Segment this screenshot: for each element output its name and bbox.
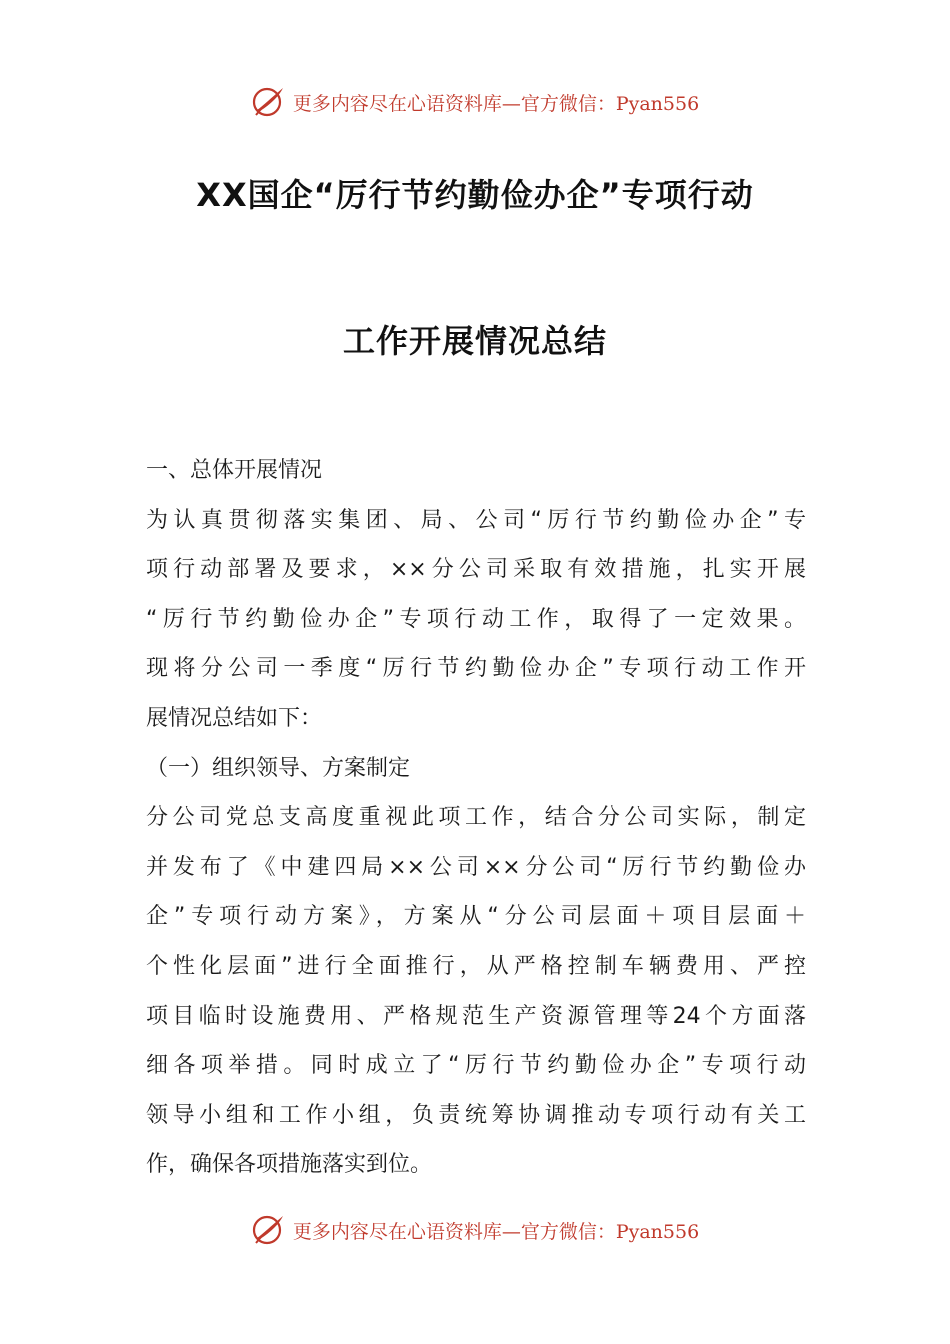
header-banner-separator: —: [501, 92, 521, 115]
body-line: 并发布了《中建四局××公司××分公司“厉行节约勤俭办: [146, 854, 806, 880]
body-line: 作，确保各项措施落实到位。: [146, 1152, 433, 1178]
body-line: 项目临时设施费用、严格规范生产资源管理等24个方面落: [146, 1003, 806, 1029]
body-line: 个性化层面”进行全面推行，从严格控制车辆费用、严控: [146, 953, 806, 979]
body-line: 分公司党总支高度重视此项工作，结合分公司实际，制定: [146, 805, 806, 831]
subsection-heading-organization: （一）组织领导、方案制定: [146, 755, 411, 781]
footer-banner-slogan: 更多内容尽在心语资料库: [292, 1220, 502, 1243]
quill-logo-icon: [251, 1212, 287, 1248]
document-title-line-1: XX国企“厉行节约勤俭办企”专项行动: [196, 176, 754, 214]
body-line: “厉行节约勤俭办企”专项行动工作，取得了一定效果。: [146, 606, 806, 632]
body-line: 领导小组和工作小组，负责统筹协调推动专项行动有关工: [146, 1102, 806, 1128]
body-line: 细各项举措。同时成立了“厉行节约勤俭办企”专项行动: [146, 1053, 806, 1079]
document-body: [146, 446, 806, 1190]
header-banner-text: [293, 89, 699, 116]
footer-banner: [0, 1210, 950, 1250]
body-line: 为认真贯彻落实集团、局、公司“厉行节约勤俭办企”专: [146, 507, 806, 533]
body-line: 展情况总结如下：: [146, 705, 323, 731]
header-banner-contact: 官方微信：Pyan556: [520, 92, 700, 115]
document-title-line-2: 工作开展情况总结: [342, 322, 607, 360]
body-line: 项行动部署及要求，××分公司采取有效措施，扎实开展: [146, 557, 806, 583]
section-heading-overall: 一、总体开展情况: [146, 458, 323, 483]
footer-banner-text: [293, 1217, 699, 1244]
quill-logo-icon: [251, 84, 287, 120]
footer-banner-separator: —: [501, 1220, 521, 1243]
body-line: 企”专项行动方案》，方案从“分公司层面＋项目层面＋: [146, 904, 806, 930]
header-banner-slogan: 更多内容尽在心语资料库: [292, 92, 502, 115]
header-banner: [0, 82, 950, 122]
footer-banner-contact: 官方微信：Pyan556: [520, 1220, 700, 1243]
body-line: 现将分公司一季度“厉行节约勤俭办企”专项行动工作开: [146, 656, 806, 682]
